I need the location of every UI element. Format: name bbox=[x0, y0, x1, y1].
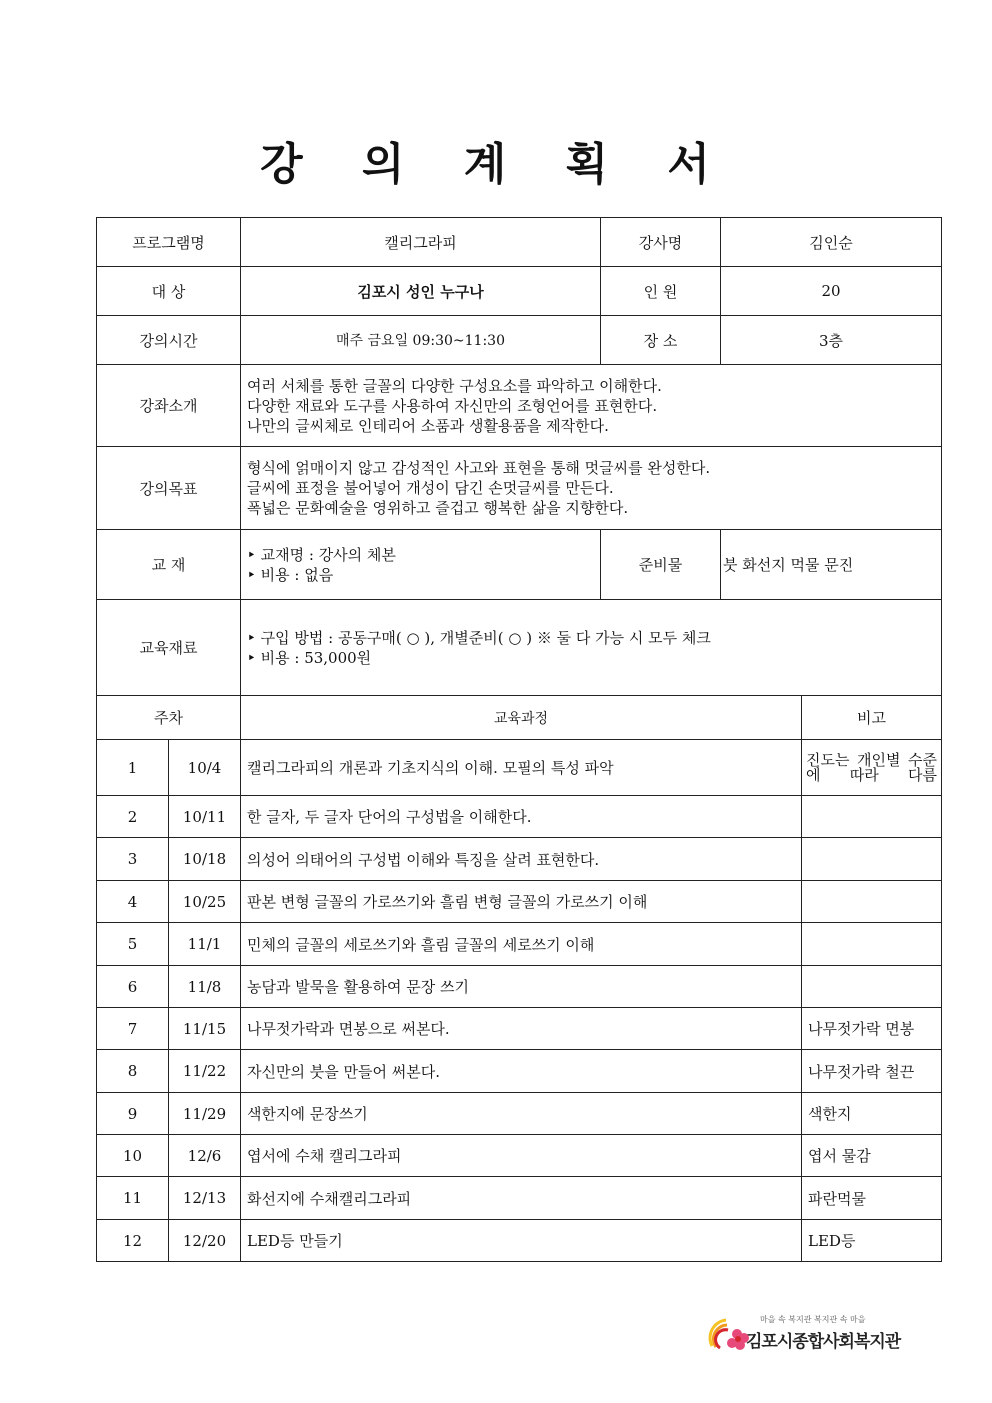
headcount-label: 인 원 bbox=[601, 267, 721, 316]
course-note bbox=[802, 966, 942, 1008]
course-note: 나무젓가락 철끈 bbox=[802, 1050, 942, 1093]
course-content: LED등 만들기 bbox=[241, 1220, 802, 1262]
time-row bbox=[97, 316, 942, 365]
logo-name: 김포시종합사회복지관 bbox=[746, 1332, 901, 1352]
week-number: 6 bbox=[97, 966, 169, 1008]
time-label: 강의시간 bbox=[97, 316, 241, 365]
goal-row bbox=[97, 447, 942, 530]
course-content: 캘리그라피의 개론과 기초지식의 이해. 모필의 특성 파악 bbox=[241, 740, 802, 796]
welfare-center-logo bbox=[706, 1310, 906, 1360]
headcount-value: 20 bbox=[721, 267, 942, 316]
intro-row bbox=[97, 365, 942, 447]
course-content: 자신만의 붓을 만들어 써본다. bbox=[241, 1050, 802, 1093]
place-label: 장 소 bbox=[601, 316, 721, 365]
schedule-row bbox=[97, 1093, 942, 1135]
course-note bbox=[802, 796, 942, 838]
materials-row bbox=[97, 600, 942, 696]
target-value: 김포시 성인 누구나 bbox=[241, 267, 601, 316]
week-number: 9 bbox=[97, 1093, 169, 1135]
intro-line: 다양한 재료와 도구를 사용하여 자신만의 조형언어를 표현한다. bbox=[247, 396, 658, 415]
program-value: 캘리그라피 bbox=[241, 218, 601, 267]
week-date: 10/25 bbox=[169, 881, 241, 923]
time-value: 매주 금요일 09:30~11:30 bbox=[241, 316, 601, 365]
week-date: 11/8 bbox=[169, 966, 241, 1008]
week-number: 12 bbox=[97, 1220, 169, 1262]
intro-line: 나만의 글씨체로 인테리어 소품과 생활용품을 제작한다. bbox=[247, 416, 609, 435]
schedule-row bbox=[97, 881, 942, 923]
course-note bbox=[802, 838, 942, 881]
course-note bbox=[802, 881, 942, 923]
course-content: 민체의 글꼴의 세로쓰기와 흘림 글꼴의 세로쓰기 이해 bbox=[241, 923, 802, 966]
schedule-row bbox=[97, 1008, 942, 1050]
textbook-row bbox=[97, 530, 942, 600]
header-note: 비고 bbox=[802, 696, 942, 740]
course-content: 화선지에 수채캘리그라피 bbox=[241, 1177, 802, 1220]
schedule-row bbox=[97, 1050, 942, 1093]
materials-text bbox=[241, 600, 942, 696]
week-number: 3 bbox=[97, 838, 169, 881]
schedule-row bbox=[97, 796, 942, 838]
header-week: 주차 bbox=[97, 696, 241, 740]
schedule-body bbox=[97, 740, 942, 1262]
week-number: 1 bbox=[97, 740, 169, 796]
course-content: 농담과 발묵을 활용하여 문장 쓰기 bbox=[241, 966, 802, 1008]
week-number: 2 bbox=[97, 796, 169, 838]
target-row bbox=[97, 267, 942, 316]
instructor-value: 김인순 bbox=[721, 218, 942, 267]
week-date: 10/18 bbox=[169, 838, 241, 881]
week-date: 11/29 bbox=[169, 1093, 241, 1135]
course-content: 색한지에 문장쓰기 bbox=[241, 1093, 802, 1135]
textbook-line: ‣ 비용 : 없음 bbox=[247, 565, 334, 584]
course-content: 나무젓가락과 면봉으로 써본다. bbox=[241, 1008, 802, 1050]
course-note: 색한지 bbox=[802, 1093, 942, 1135]
schedule-row bbox=[97, 1135, 942, 1177]
header-course: 교육과정 bbox=[241, 696, 802, 740]
course-note: LED등 bbox=[802, 1220, 942, 1262]
materials-line: ‣ 비용 : 53,000원 bbox=[247, 648, 372, 667]
program-label: 프로그램명 bbox=[97, 218, 241, 267]
schedule-row bbox=[97, 1220, 942, 1262]
instructor-label: 강사명 bbox=[601, 218, 721, 267]
goal-line: 폭넓은 문화예술을 영위하고 즐겁고 행복한 삶을 지향한다. bbox=[247, 499, 629, 517]
week-number: 10 bbox=[97, 1135, 169, 1177]
schedule-row bbox=[97, 966, 942, 1008]
week-date: 12/20 bbox=[169, 1220, 241, 1262]
week-date: 12/6 bbox=[169, 1135, 241, 1177]
course-note: 엽서 물감 bbox=[802, 1135, 942, 1177]
intro-text bbox=[241, 365, 942, 447]
materials-label: 교육재료 bbox=[97, 600, 241, 696]
textbook-text bbox=[241, 530, 601, 600]
document-title: 강 의 계 획 서 bbox=[260, 139, 732, 190]
target-label: 대 상 bbox=[97, 267, 241, 316]
course-note bbox=[802, 923, 942, 966]
goal-label: 강의목표 bbox=[97, 447, 241, 530]
week-number: 7 bbox=[97, 1008, 169, 1050]
week-date: 11/1 bbox=[169, 923, 241, 966]
program-row bbox=[97, 218, 942, 267]
goal-line: 글씨에 표정을 불어넣어 개성이 담긴 손멋글씨를 만든다. bbox=[247, 479, 614, 497]
schedule-row bbox=[97, 740, 942, 796]
textbook-line: ‣ 교재명 : 강사의 체본 bbox=[247, 545, 396, 564]
week-date: 12/13 bbox=[169, 1177, 241, 1220]
place-value: 3층 bbox=[721, 316, 942, 365]
supplies-label: 준비물 bbox=[601, 530, 721, 600]
intro-label: 강좌소개 bbox=[97, 365, 241, 447]
week-number: 4 bbox=[97, 881, 169, 923]
materials-line: ‣ 구입 방법 : 공동구매( ○ ), 개별준비( ○ ) ※ 둘 다 가능 시 모두 체크 bbox=[247, 628, 711, 647]
week-number: 5 bbox=[97, 923, 169, 966]
week-date: 10/11 bbox=[169, 796, 241, 838]
course-note: 파란먹물 bbox=[802, 1177, 942, 1220]
goal-line: 형식에 얽매이지 않고 감성적인 사고와 표현을 통해 멋글씨를 완성한다. bbox=[247, 459, 711, 477]
supplies-value: 붓 화선지 먹물 문진 bbox=[721, 530, 942, 600]
schedule-row bbox=[97, 1177, 942, 1220]
course-content: 판본 변형 글꼴의 가로쓰기와 흘림 변형 글꼴의 가로쓰기 이해 bbox=[241, 881, 802, 923]
course-content: 한 글자, 두 글자 단어의 구성법을 이해한다. bbox=[241, 796, 802, 838]
course-content: 의성어 의태어의 구성법 이해와 특징을 살려 표현한다. bbox=[241, 838, 802, 881]
week-number: 11 bbox=[97, 1177, 169, 1220]
week-date: 11/15 bbox=[169, 1008, 241, 1050]
logo-tagline: 마을 속 복지관 복지관 속 마을 bbox=[760, 1315, 866, 1324]
textbook-label: 교 재 bbox=[97, 530, 241, 600]
week-date: 11/22 bbox=[169, 1050, 241, 1093]
schedule-row bbox=[97, 923, 942, 966]
course-content: 엽서에 수채 캘리그라피 bbox=[241, 1135, 802, 1177]
intro-line: 여러 서체를 통한 글꼴의 다양한 구성요소를 파악하고 이해한다. bbox=[247, 376, 662, 395]
lecture-plan-table bbox=[96, 217, 942, 1262]
schedule-row bbox=[97, 838, 942, 881]
course-note: 나무젓가락 면봉 bbox=[802, 1008, 942, 1050]
goal-text bbox=[241, 447, 942, 530]
course-note: 진도는 개인별 수준에 따라 다름 bbox=[802, 740, 942, 796]
schedule-header-row bbox=[97, 696, 942, 740]
week-number: 8 bbox=[97, 1050, 169, 1093]
week-date: 10/4 bbox=[169, 740, 241, 796]
